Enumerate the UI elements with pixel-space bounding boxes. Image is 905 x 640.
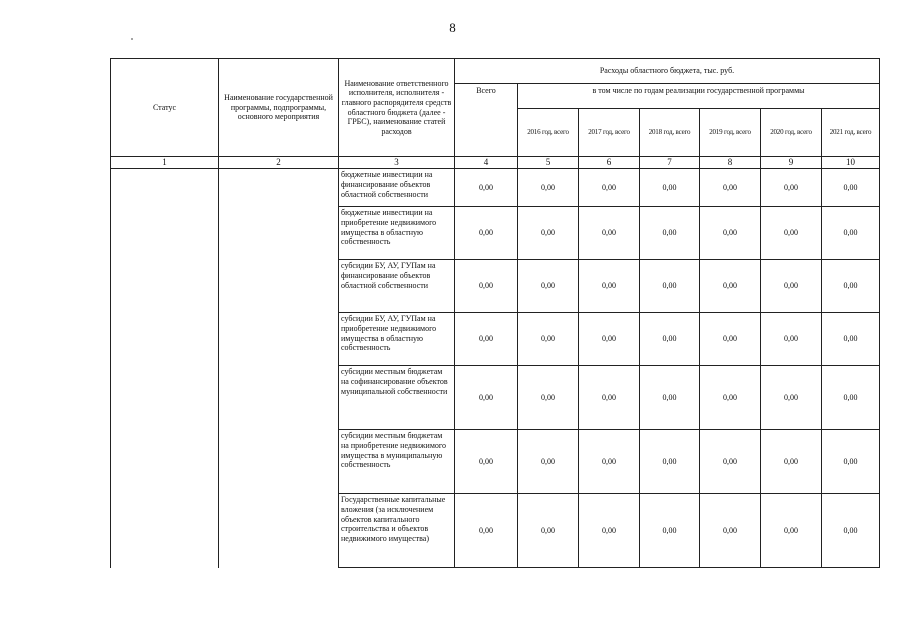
value-2018: 0,00	[640, 313, 700, 366]
value-2017: 0,00	[579, 430, 640, 494]
value-2021: 0,00	[822, 494, 880, 568]
value-2020: 0,00	[761, 494, 822, 568]
value-2019: 0,00	[700, 430, 761, 494]
column-number: 8	[700, 157, 761, 169]
header-year-2017: 2017 год, всего	[579, 109, 640, 157]
value-2018: 0,00	[640, 260, 700, 313]
row-label: субсидии местным бюджетам на приобретение недвижимого имущества в муниципальную собственность	[339, 430, 455, 494]
column-number: 4	[455, 157, 518, 169]
value-2016: 0,00	[518, 313, 579, 366]
value-2020: 0,00	[761, 260, 822, 313]
value-2016: 0,00	[518, 366, 579, 430]
header-expenses-group: Расходы областного бюджета, тыс. руб.	[455, 59, 880, 84]
row-label: субсидии БУ, АУ, ГУПам на финансирование объектов областной собственности	[339, 260, 455, 313]
value-2019: 0,00	[700, 207, 761, 260]
status-cell	[111, 169, 219, 568]
column-number-row	[111, 157, 880, 169]
value-2016: 0,00	[518, 430, 579, 494]
program-name-cell	[219, 169, 339, 568]
scan-artifact-dot	[131, 38, 133, 40]
value-2020: 0,00	[761, 169, 822, 207]
table-row	[111, 169, 880, 207]
header-year-2016: 2016 год, всего	[518, 109, 579, 157]
value-2019: 0,00	[700, 494, 761, 568]
row-label: бюджетные инвестиции на финансирование объектов областной собственности	[339, 169, 455, 207]
header-program-name: Наименование государственной программы, подпрограммы, основного мероприятия	[219, 59, 339, 157]
value-2019: 0,00	[700, 260, 761, 313]
value-2021: 0,00	[822, 366, 880, 430]
row-label: субсидии местным бюджетам на софинансирование объектов муниципальной собственности	[339, 366, 455, 430]
header-year-2020: 2020 год, всего	[761, 109, 822, 157]
row-label: Государственные капитальные вложения (за исключением объектов капитального строительства и объектов недвижимого имущества)	[339, 494, 455, 568]
value-2018: 0,00	[640, 366, 700, 430]
value-2021: 0,00	[822, 169, 880, 207]
budget-table	[110, 58, 880, 568]
value-2017: 0,00	[579, 260, 640, 313]
header-year-2019: 2019 год, всего	[700, 109, 761, 157]
column-number: 6	[579, 157, 640, 169]
value-2020: 0,00	[761, 207, 822, 260]
value-2016: 0,00	[518, 494, 579, 568]
value-2019: 0,00	[700, 169, 761, 207]
row-label: субсидии БУ, АУ, ГУПам на приобретение недвижимого имущества в областную собственность	[339, 313, 455, 366]
value-2018: 0,00	[640, 169, 700, 207]
value-2017: 0,00	[579, 366, 640, 430]
value-total: 0,00	[455, 494, 518, 568]
value-2020: 0,00	[761, 430, 822, 494]
column-number: 10	[822, 157, 880, 169]
value-total: 0,00	[455, 207, 518, 260]
row-label: бюджетные инвестиции на приобретение недвижимого имущества в областную собственность	[339, 207, 455, 260]
value-2019: 0,00	[700, 313, 761, 366]
value-2017: 0,00	[579, 169, 640, 207]
column-number: 1	[111, 157, 219, 169]
value-2021: 0,00	[822, 430, 880, 494]
value-2017: 0,00	[579, 207, 640, 260]
value-total: 0,00	[455, 430, 518, 494]
value-total: 0,00	[455, 169, 518, 207]
header-executor: Наименование ответственного исполнителя, исполнителя - главного распорядителя средств областного бюджета (далее - ГРБС), наименование статей расходов	[339, 59, 455, 157]
value-2018: 0,00	[640, 430, 700, 494]
value-total: 0,00	[455, 260, 518, 313]
value-2020: 0,00	[761, 313, 822, 366]
value-2017: 0,00	[579, 494, 640, 568]
value-2021: 0,00	[822, 207, 880, 260]
column-number: 9	[761, 157, 822, 169]
column-number: 7	[640, 157, 700, 169]
header-year-2018: 2018 год, всего	[640, 109, 700, 157]
value-2017: 0,00	[579, 313, 640, 366]
value-2021: 0,00	[822, 260, 880, 313]
column-number: 5	[518, 157, 579, 169]
value-2018: 0,00	[640, 207, 700, 260]
value-2021: 0,00	[822, 313, 880, 366]
column-number: 2	[219, 157, 339, 169]
header-year-2021: 2021 год, всего	[822, 109, 880, 157]
value-2019: 0,00	[700, 366, 761, 430]
value-2020: 0,00	[761, 366, 822, 430]
header-by-years: в том числе по годам реализации государственной программы	[518, 84, 880, 109]
page-number: 8	[449, 20, 456, 35]
value-2018: 0,00	[640, 494, 700, 568]
header-total: Всего	[455, 84, 518, 157]
column-number: 3	[339, 157, 455, 169]
value-total: 0,00	[455, 313, 518, 366]
value-total: 0,00	[455, 366, 518, 430]
header-status: Статус	[111, 59, 219, 157]
value-2016: 0,00	[518, 260, 579, 313]
value-2016: 0,00	[518, 169, 579, 207]
value-2016: 0,00	[518, 207, 579, 260]
